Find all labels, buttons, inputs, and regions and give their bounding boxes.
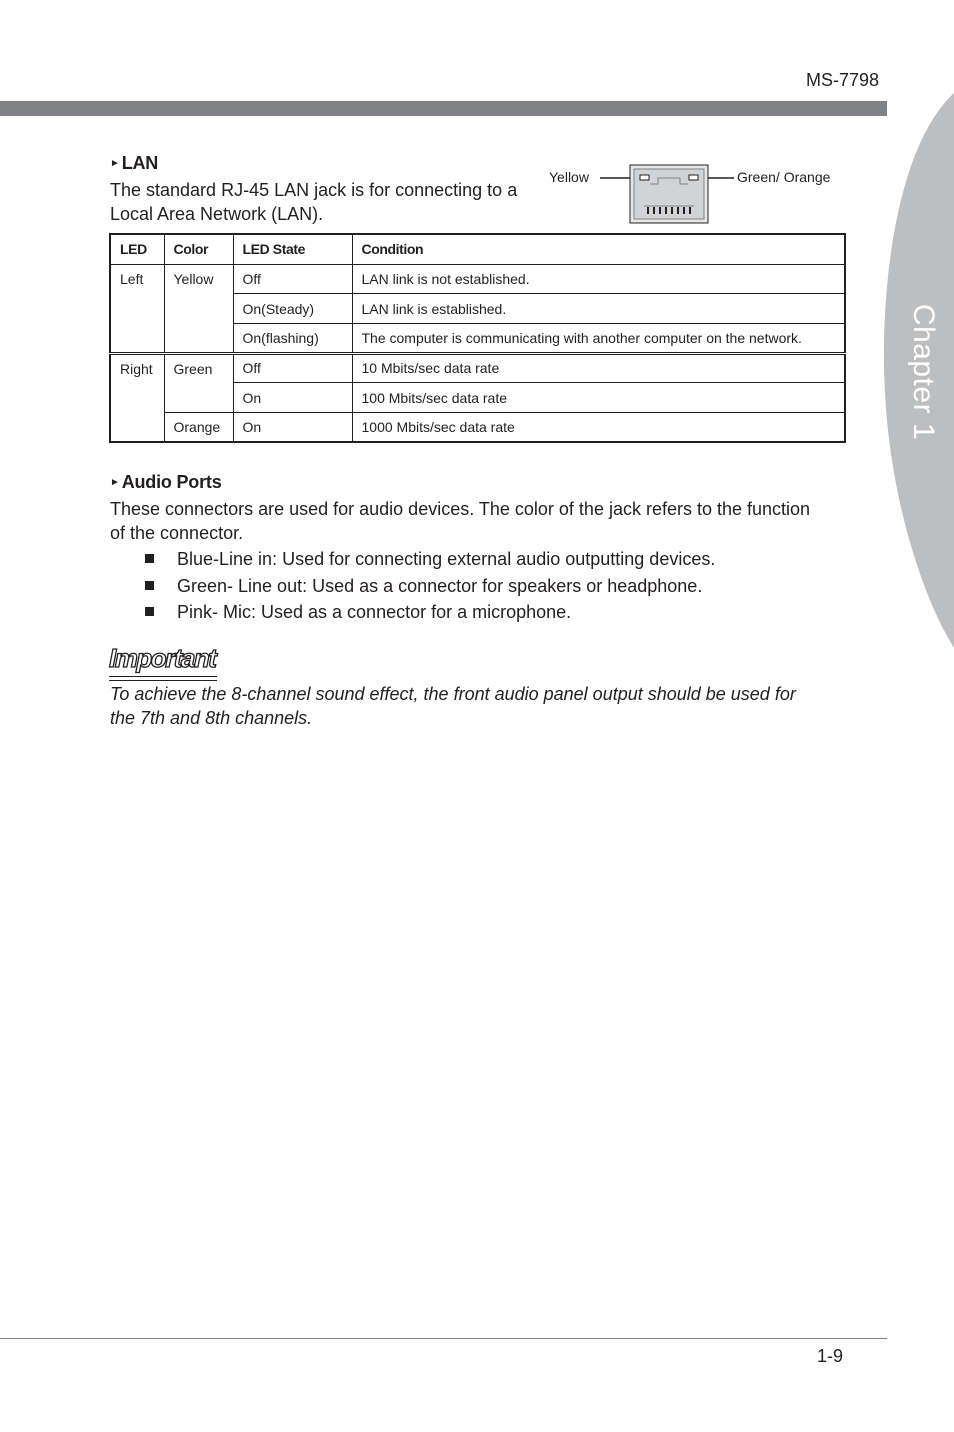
cell-state: On	[233, 412, 352, 442]
square-bullet-icon	[145, 554, 154, 563]
audio-description	[110, 497, 810, 545]
table-row	[110, 264, 845, 294]
page-number: 1-9	[817, 1346, 844, 1366]
audio-port-list	[140, 547, 715, 627]
cell-state: On	[233, 383, 352, 413]
square-bullet-icon	[145, 581, 154, 590]
triangle-bullet-icon: ►	[110, 477, 120, 488]
rj45-jack-icon	[548, 160, 848, 230]
lan-description	[110, 178, 517, 226]
list-item-text: Blue-Line in: Used for connecting external audio outputting devices.	[177, 549, 716, 569]
important-title: Important	[109, 643, 216, 673]
list-item	[140, 547, 715, 574]
header-bar	[0, 101, 887, 116]
triangle-bullet-icon: ►	[110, 158, 120, 169]
important-note	[110, 682, 855, 730]
footer-rule	[0, 1338, 887, 1339]
cell-state: Off	[233, 353, 352, 383]
header-condition: Condition	[352, 234, 845, 264]
cell-color: Green	[164, 353, 233, 412]
header-led-state: LED State	[233, 234, 352, 264]
cell-condition: LAN link is not established.	[352, 264, 845, 294]
important-underline	[109, 676, 217, 681]
header-color: Color	[164, 234, 233, 264]
cell-state: On(Steady)	[233, 294, 352, 324]
model-number: MS-7798	[806, 70, 880, 90]
cell-condition: 100 Mbits/sec data rate	[352, 383, 845, 413]
list-item	[140, 600, 715, 627]
audio-heading	[110, 472, 222, 493]
square-bullet-icon	[145, 607, 154, 616]
lan-description-line-2: Local Area Network (LAN).	[110, 204, 324, 224]
audio-heading-text: Audio Ports	[121, 472, 222, 492]
cell-state: On(flashing)	[233, 323, 352, 353]
table-row	[110, 412, 845, 442]
lan-heading-text: LAN	[121, 153, 159, 173]
cell-condition: LAN link is established.	[352, 294, 845, 324]
list-item-text: Pink- Mic: Used as a connector for a microphone.	[177, 602, 572, 622]
cell-color: Yellow	[164, 264, 233, 353]
cell-led: Right	[110, 353, 164, 442]
audio-description-line-2: of the connector.	[110, 523, 244, 543]
cell-led: Left	[110, 264, 164, 353]
cell-state: Off	[233, 264, 352, 294]
lan-jack-diagram	[548, 160, 848, 230]
table-row	[110, 353, 845, 383]
header-led: LED	[110, 234, 164, 264]
cell-color: Orange	[164, 412, 233, 442]
cell-condition: The computer is communicating with another computer on the network.	[352, 323, 845, 353]
lan-description-line-1: The standard RJ-45 LAN jack is for connecting to a	[110, 180, 518, 200]
cell-condition: 1000 Mbits/sec data rate	[352, 412, 845, 442]
list-item	[140, 574, 715, 601]
green-orange-led-label: Green/ Orange	[737, 169, 831, 185]
chapter-label: Chapter 1	[907, 303, 940, 441]
important-note-line-1: To achieve the 8-channel sound effect, the front audio panel output should be used for	[110, 684, 796, 704]
list-item-text: Green- Line out: Used as a connector for speakers or headphone.	[177, 575, 703, 596]
lan-led-table	[109, 233, 846, 443]
important-note-line-2: the 7th and 8th channels.	[110, 708, 313, 728]
lan-heading	[110, 153, 158, 174]
audio-description-line-1: These connectors are used for audio devices. The color of the jack refers to the function	[110, 499, 811, 519]
table-header-row	[110, 234, 845, 264]
cell-condition: 10 Mbits/sec data rate	[352, 353, 845, 383]
yellow-led-label: Yellow	[549, 169, 589, 185]
